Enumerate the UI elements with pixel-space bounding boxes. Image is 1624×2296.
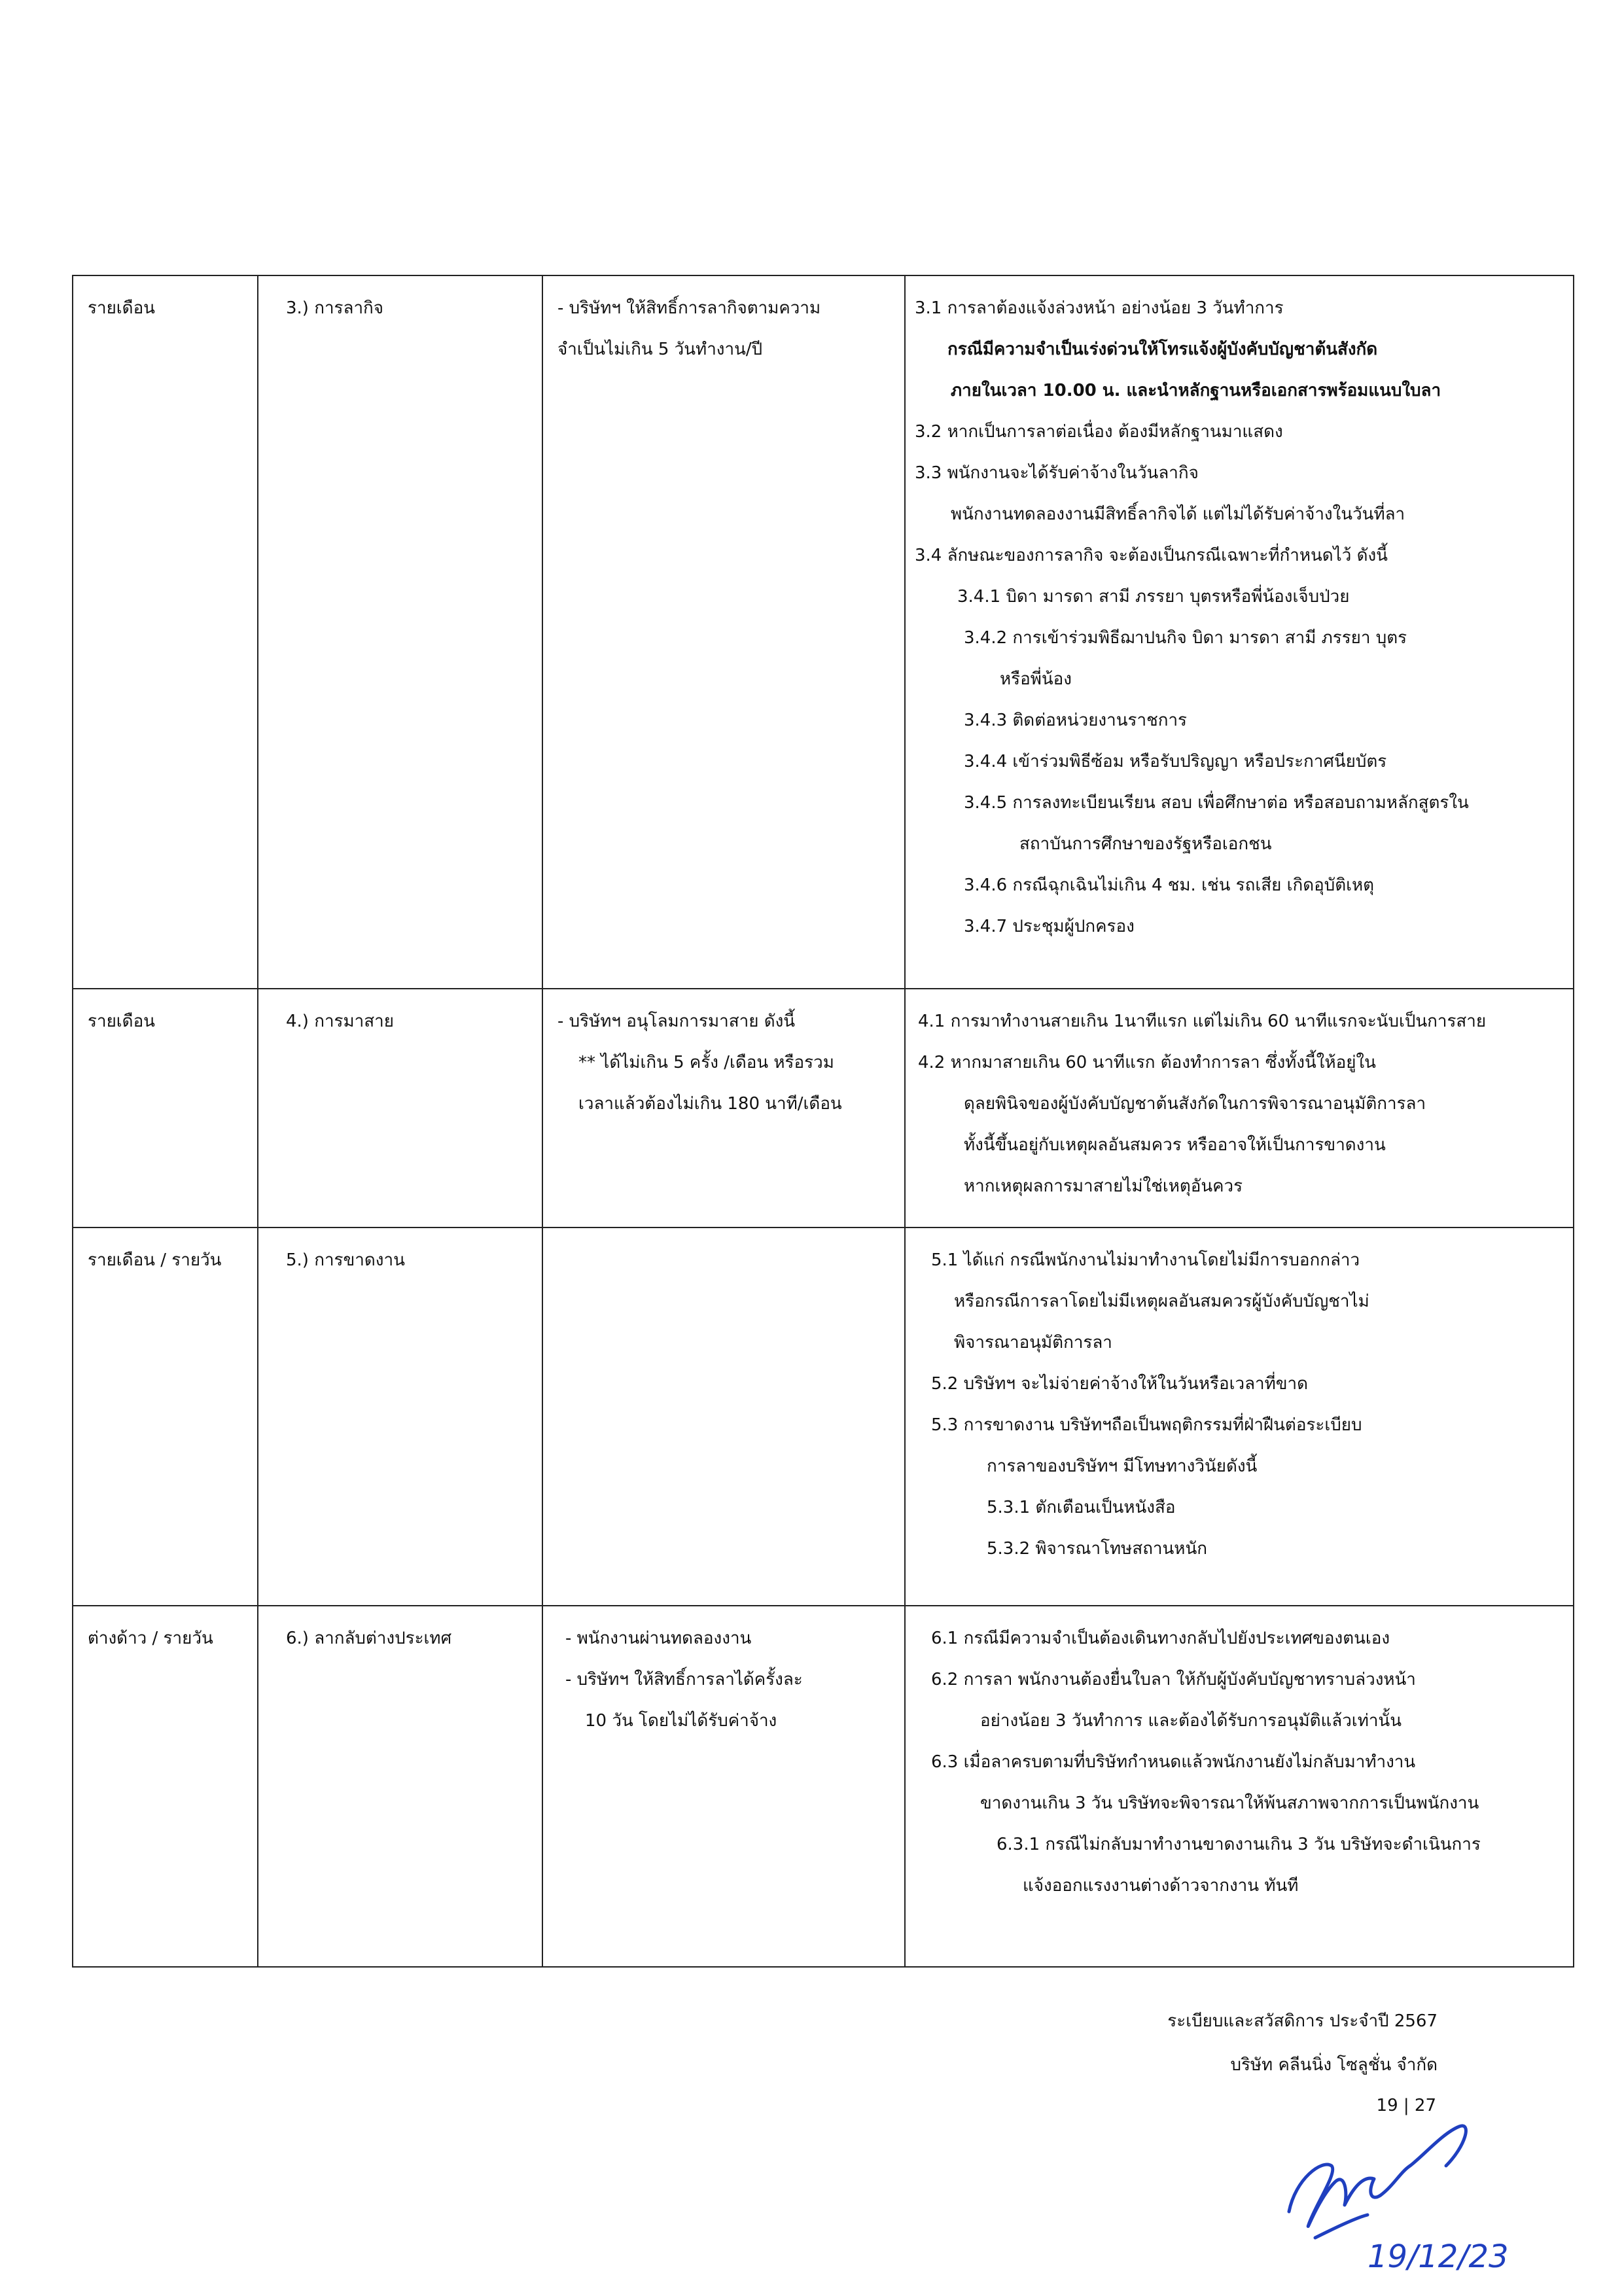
details-cell	[905, 1227, 1574, 1606]
employee-type-cell	[73, 275, 258, 989]
condition-cell	[542, 1606, 905, 1967]
leave-type: 3.) การลากิจ	[286, 298, 384, 318]
footer-regulation-title: ระเบียบและสวัสดิการ ประจำปี 2567	[1167, 2011, 1438, 2031]
detail-line: 3.4.2 การเข้าร่วมพิธีฌาปนกิจ บิดา มารดา สามี ภรรยา บุตร	[964, 628, 1407, 648]
detail-line: หรือกรณีการลาโดยไม่มีเหตุผลอันสมควรผู้บังคับบัญชาไม่	[954, 1292, 1369, 1311]
condition-line: - พนักงานผ่านทดลองงาน	[565, 1629, 752, 1648]
detail-line: 3.2 หากเป็นการลาต่อเนื่อง ต้องมีหลักฐานมาแสดง	[915, 422, 1283, 442]
table-row	[73, 989, 1574, 1227]
employee-type: รายเดือน / รายวัน	[88, 1250, 222, 1270]
detail-line: 5.3.1 ตักเตือนเป็นหนังสือ	[987, 1498, 1176, 1517]
employee-type-cell	[73, 989, 258, 1227]
table-row	[73, 1606, 1574, 1967]
page-number: 19 | 27	[1376, 2096, 1436, 2115]
leave-type-cell	[258, 1227, 542, 1606]
detail-line: 3.4.1 บิดา มารดา สามี ภรรยา บุตรหรือพี่น้องเจ็บป่วย	[957, 587, 1350, 607]
detail-line: ดุลยพินิจของผู้บังคับบัญชาต้นสังกัดในการพิจารณาอนุมัติการลา	[964, 1094, 1426, 1114]
condition-line: จำเป็นไม่เกิน 5 วันทำงาน/ปี	[557, 340, 763, 359]
table-row	[73, 1227, 1574, 1606]
detail-line: 3.4.5 การลงทะเบียนเรียน สอบ เพื่อศึกษาต่อ หรือสอบถามหลักสูตรใน	[964, 793, 1469, 813]
employee-type: รายเดือน	[88, 298, 155, 318]
detail-line: หากเหตุผลการมาสายไม่ใช่เหตุอันควร	[964, 1176, 1243, 1196]
employee-type-cell	[73, 1227, 258, 1606]
leave-type: 6.) ลากลับต่างประเทศ	[286, 1629, 452, 1648]
signature-strokes	[1289, 2126, 1466, 2238]
detail-line: ขาดงานเกิน 3 วัน บริษัทจะพิจารณาให้พ้นสภาพจากการเป็นพนักงาน	[980, 1793, 1479, 1813]
detail-line: 6.2 การลา พนักงานต้องยื่นใบลา ให้กับผู้บังคับบัญชาทราบล่วงหน้า	[931, 1670, 1416, 1689]
detail-line: หรือพี่น้อง	[1000, 669, 1072, 689]
detail-line: ภายในเวลา 10.00 น. และนำหลักฐานหรือเอกสารพร้อมแนบใบลา	[951, 381, 1441, 400]
condition-cell	[542, 989, 905, 1227]
detail-line: 6.3.1 กรณีไม่กลับมาทำงานขาดงานเกิน 3 วัน บริษัทจะดำเนินการ	[997, 1835, 1481, 1854]
detail-line: 3.4 ลักษณะของการลากิจ จะต้องเป็นกรณีเฉพาะที่กำหนดไว้ ดังนี้	[915, 546, 1388, 565]
detail-line: กรณีมีความจำเป็นเร่งด่วนให้โทรแจ้งผู้บังคับบัญชาต้นสังกัด	[947, 340, 1378, 359]
employee-type: รายเดือน	[88, 1012, 155, 1031]
detail-line: ทั้งนี้ขึ้นอยู่กับเหตุผลอันสมควร หรืออาจให้เป็นการขาดงาน	[964, 1135, 1386, 1155]
signature	[1269, 2120, 1544, 2286]
condition-line: เวลาแล้วต้องไม่เกิน 180 นาที/เดือน	[578, 1094, 842, 1114]
detail-line: 3.1 การลาต้องแจ้งล่วงหน้า อย่างน้อย 3 วันทำการ	[915, 298, 1284, 318]
detail-line: การลาของบริษัทฯ มีโทษทางวินัยดังนี้	[987, 1457, 1258, 1476]
detail-line: 4.2 หากมาสายเกิน 60 นาทีแรก ต้องทำการลา ซึ่งทั้งนี้ให้อยู่ใน	[918, 1053, 1376, 1072]
signature-drawing	[1269, 2120, 1544, 2284]
condition-line: - บริษัทฯ ให้สิทธิ์การลากิจตามความ	[557, 298, 821, 318]
signature-date: 19/12/23	[1368, 2238, 1509, 2275]
detail-line: สถาบันการศึกษาของรัฐหรือเอกชน	[1019, 834, 1272, 854]
detail-line: แจ้งออกแรงงานต่างด้าวจากงาน ทันที	[1023, 1876, 1299, 1896]
detail-line: 3.4.6 กรณีฉุกเฉินไม่เกิน 4 ชม. เช่น รถเสีย เกิดอุบัติเหตุ	[964, 875, 1375, 895]
leave-type: 5.) การขาดงาน	[286, 1250, 405, 1270]
condition-line: 10 วัน โดยไม่ได้รับค่าจ้าง	[585, 1711, 777, 1731]
detail-line: พนักงานทดลองงานมีสิทธิ์ลากิจได้ แต่ไม่ได้รับค่าจ้างในวันที่ลา	[951, 504, 1405, 524]
condition-cell	[542, 275, 905, 989]
condition-line: - บริษัทฯ อนุโลมการมาสาย ดังนี้	[557, 1012, 796, 1031]
detail-line: 6.1 กรณีมีความจำเป็นต้องเดินทางกลับไปยังประเทศของตนเอง	[931, 1629, 1390, 1648]
detail-line: 3.4.4 เข้าร่วมพิธีซ้อม หรือรับปริญญา หรือประกาศนียบัตร	[964, 752, 1387, 771]
detail-line: 3.4.7 ประชุมผู้ปกครอง	[964, 917, 1135, 936]
footer-company-name: บริษัท คลีนนิ่ง โซลูชั่น จำกัด	[1230, 2055, 1438, 2075]
employee-type: ต่างด้าว / รายวัน	[88, 1629, 213, 1648]
condition-cell	[542, 1227, 905, 1606]
details-cell	[905, 1606, 1574, 1967]
details-cell	[905, 989, 1574, 1227]
detail-line: 3.3 พนักงานจะได้รับค่าจ้างในวันลากิจ	[915, 463, 1199, 483]
details-cell	[905, 275, 1574, 989]
leave-policy-table	[72, 275, 1574, 1968]
leave-type-cell	[258, 1606, 542, 1967]
employee-type-cell	[73, 1606, 258, 1967]
condition-line: ** ได้ไม่เกิน 5 ครั้ง /เดือน หรือรวม	[578, 1053, 834, 1072]
detail-line: 4.1 การมาทำงานสายเกิน 1นาทีแรก แต่ไม่เกิน 60 นาทีแรกจะนับเป็นการสาย	[918, 1012, 1487, 1031]
leave-type: 4.) การมาสาย	[286, 1012, 394, 1031]
detail-line: 5.3 การขาดงาน บริษัทฯถือเป็นพฤติกรรมที่ฝ่าฝืนต่อระเบียบ	[931, 1415, 1362, 1435]
condition-line: - บริษัทฯ ให้สิทธิ์การลาได้ครั้งละ	[565, 1670, 803, 1689]
leave-type-cell	[258, 989, 542, 1227]
detail-line: 5.3.2 พิจารณาโทษสถานหนัก	[987, 1539, 1207, 1559]
detail-line: 5.1 ได้แก่ กรณีพนักงานไม่มาทำงานโดยไม่มีการบอกกล่าว	[931, 1250, 1360, 1270]
detail-line: 3.4.3 ติดต่อหน่วยงานราชการ	[964, 711, 1188, 730]
detail-line: อย่างน้อย 3 วันทำการ และต้องได้รับการอนุมัติแล้วเท่านั้น	[980, 1711, 1402, 1731]
table-row	[73, 275, 1574, 989]
leave-type-cell	[258, 275, 542, 989]
detail-line: พิจารณาอนุมัติการลา	[954, 1333, 1112, 1352]
detail-line: 5.2 บริษัทฯ จะไม่จ่ายค่าจ้างให้ในวันหรือเวลาที่ขาด	[931, 1374, 1309, 1394]
detail-line: 6.3 เมื่อลาครบตามที่บริษัทกำหนดแล้วพนักงานยังไม่กลับมาทำงาน	[931, 1752, 1416, 1772]
